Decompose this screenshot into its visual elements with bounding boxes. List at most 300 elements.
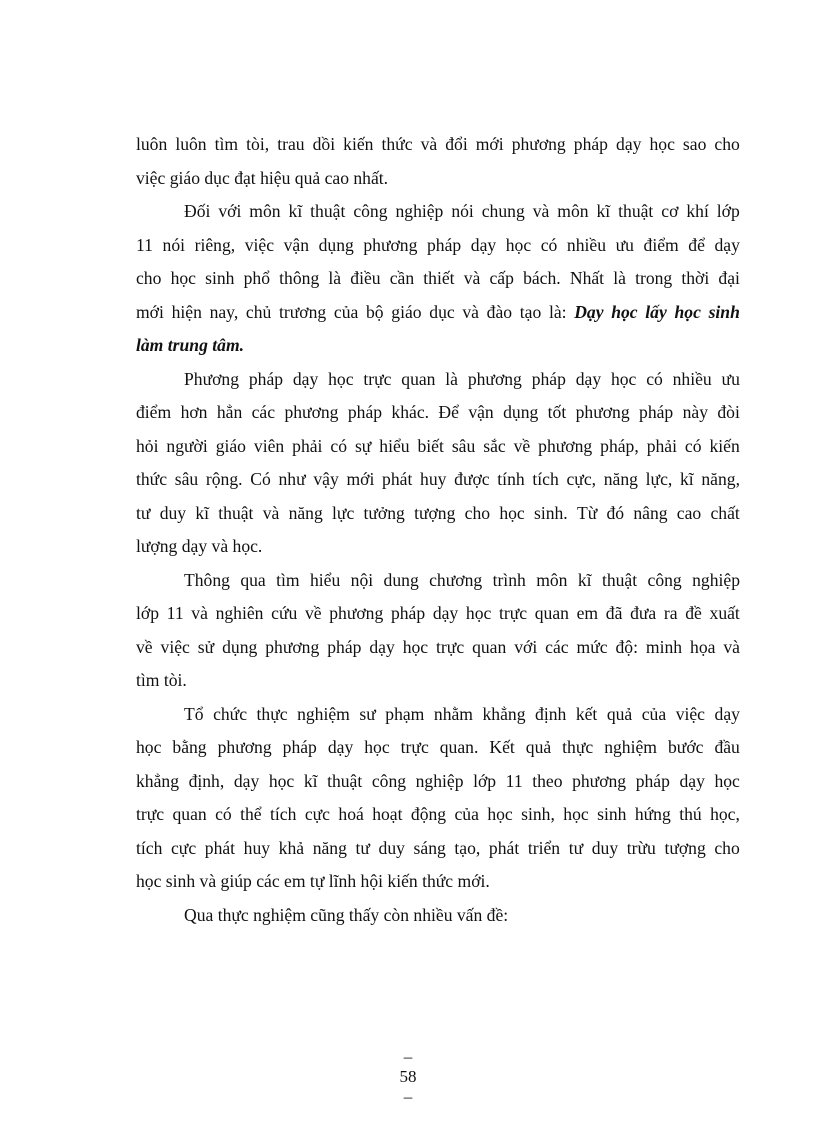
word: các [545, 636, 569, 657]
word: biết [417, 435, 444, 456]
word: về [513, 435, 531, 456]
emphasized-word: sinh [708, 301, 740, 322]
word: Đối [184, 201, 211, 221]
text-line [136, 497, 740, 531]
word: pháp, [600, 435, 639, 456]
word: điểm [643, 234, 679, 255]
text-line [136, 396, 740, 430]
word: tạo [519, 301, 542, 322]
word: đề [685, 603, 702, 623]
word: đưa [630, 603, 657, 623]
word: trực [400, 737, 429, 757]
word: học [610, 368, 637, 389]
word: khả [278, 837, 305, 858]
word: dạy [369, 636, 395, 657]
word: phát [488, 837, 520, 858]
page-footer [0, 1047, 816, 1107]
word: mới [346, 469, 375, 489]
word: tích [270, 804, 297, 824]
word: môn [557, 201, 589, 221]
word: thuật [310, 201, 346, 221]
word: hơn [180, 402, 208, 422]
word: tạo, [454, 837, 481, 858]
word: cho [714, 134, 740, 154]
word: định, [188, 770, 225, 791]
word: cực [304, 804, 330, 824]
text-line [136, 564, 740, 598]
word: tư [355, 837, 370, 858]
word: để [688, 234, 705, 255]
word: chung [481, 201, 525, 221]
word: các [251, 402, 276, 422]
word: quan [534, 603, 569, 623]
text-line [136, 631, 740, 665]
word: triển [527, 837, 561, 858]
word: nói [451, 201, 474, 221]
word: phải [292, 435, 323, 456]
word: là [613, 268, 626, 288]
word: dụng [318, 234, 354, 255]
line-text: Qua thực nghiệm cũng thấy còn nhiều vấn đề: [184, 904, 509, 925]
word: pháp [635, 770, 670, 791]
word: nói [162, 234, 186, 255]
text-line [136, 530, 740, 564]
word: trình [492, 569, 526, 590]
text-line [136, 262, 740, 296]
word: cho [136, 268, 162, 288]
word: Để [438, 402, 459, 422]
word: kĩ [288, 201, 303, 221]
word: pháp [282, 737, 317, 757]
word: môn [536, 569, 568, 590]
word: sinh [597, 804, 627, 824]
word: điều [350, 268, 381, 288]
word: duy [378, 837, 405, 858]
word: đào [486, 301, 513, 322]
word: của [641, 703, 667, 724]
word: thuật [601, 569, 638, 590]
word: ưu [615, 234, 634, 255]
word: và [463, 268, 481, 288]
word: thực [256, 703, 288, 724]
word: dạy [327, 737, 354, 757]
word: trong [635, 268, 673, 288]
word: cấp [489, 268, 514, 288]
word: nâng [633, 502, 668, 523]
word: năng, [701, 469, 740, 489]
word: kĩ [195, 502, 210, 523]
text-line [136, 865, 740, 899]
word: sinh, [521, 804, 555, 824]
word: hứng [634, 804, 671, 824]
word: học [170, 268, 196, 288]
word: kết [575, 703, 598, 724]
word: có [684, 435, 702, 456]
word: giáo [391, 301, 422, 322]
word: kiến [709, 435, 740, 456]
word: khí [686, 201, 709, 221]
word: phương [329, 603, 384, 623]
word: dạy [233, 770, 260, 791]
line-text: lượng dạy và học. [136, 536, 263, 556]
word: tích [136, 837, 163, 858]
word: trừu [626, 837, 656, 858]
word: này [682, 402, 708, 422]
word: sáng [413, 837, 446, 858]
word: nhiều [566, 234, 607, 255]
word: Có [250, 469, 271, 489]
word: có [540, 234, 558, 255]
word: năng [603, 469, 638, 489]
word: vận [283, 234, 310, 255]
word: phương [284, 402, 339, 422]
word: bước [667, 737, 704, 757]
word: độ: [615, 636, 638, 657]
word: học [465, 603, 492, 623]
word: phương [575, 402, 630, 422]
footer-dash-top: – [403, 1047, 413, 1066]
word: chương [429, 569, 483, 590]
word: môn [249, 201, 281, 221]
word: đó [606, 502, 625, 523]
word: 11 [136, 234, 153, 255]
word: là [328, 268, 342, 288]
word: tích [532, 469, 559, 489]
word: và [262, 502, 280, 523]
word: cao [676, 502, 702, 523]
word: kĩ [596, 201, 611, 221]
word: quan [172, 804, 207, 824]
word: việc [160, 636, 190, 657]
word: pháp [426, 234, 462, 255]
word: của [333, 301, 359, 322]
word: huy [420, 469, 447, 489]
word: hoạt [372, 804, 403, 824]
word: học [268, 770, 295, 791]
word: về [136, 636, 153, 657]
word: nội [350, 569, 374, 590]
word: học [563, 804, 589, 824]
word: dục [429, 301, 455, 322]
word: phương [217, 737, 272, 757]
word: giáo [215, 435, 246, 456]
word: pháp [531, 368, 566, 389]
word: dạy [432, 603, 459, 623]
word: học [487, 804, 513, 824]
word: phát [382, 469, 413, 489]
word: qua [240, 569, 266, 590]
word: pháp [327, 636, 362, 657]
word: luôn [136, 134, 168, 154]
word: hẳn [216, 402, 243, 422]
word: pháp [573, 134, 608, 154]
word: chức [213, 703, 248, 724]
word: về [304, 603, 322, 623]
word: vậy [313, 469, 339, 489]
text-line [136, 899, 740, 933]
word: phát [204, 837, 236, 858]
word: sử [197, 636, 215, 657]
word: bách. [523, 268, 561, 288]
word: và [723, 636, 740, 657]
word: công [647, 569, 682, 590]
text-line [136, 664, 740, 698]
word: học [402, 636, 429, 657]
line-text: học sinh và giúp các em tự lĩnh hội kiến thức mới. [136, 871, 490, 891]
word: dồi [312, 134, 336, 154]
word: tưởng [363, 502, 405, 523]
word: tính [497, 469, 525, 489]
word: và [462, 301, 479, 322]
word: theo [532, 770, 563, 791]
word: lực, [645, 469, 673, 489]
word: phải [646, 435, 677, 456]
word: dạy [470, 234, 497, 255]
footer-dash-bottom: – [403, 1087, 413, 1106]
word: của [454, 804, 479, 824]
word: kĩ [679, 469, 694, 489]
word: luôn [175, 134, 207, 154]
word: năng [288, 502, 323, 523]
word: Từ [576, 502, 598, 523]
text-line [136, 463, 740, 497]
word: nghiệm [297, 703, 350, 724]
word: trực [363, 368, 392, 389]
word: duy [159, 502, 187, 523]
word: quan [472, 636, 507, 657]
word: thuật [218, 502, 254, 523]
word: học [499, 502, 525, 523]
page-number: 58 [399, 1067, 417, 1086]
word: việc [675, 703, 705, 724]
word: hiện [171, 301, 202, 322]
word: là [445, 368, 458, 389]
word: nghiên [215, 603, 264, 623]
word: Phương [184, 368, 240, 389]
word: lớp [716, 201, 740, 221]
word: quả [525, 737, 552, 757]
word: công [371, 770, 407, 791]
word: huy [243, 837, 271, 858]
word: đầu [714, 737, 740, 757]
text-line [136, 798, 740, 832]
word: tốt [547, 402, 567, 422]
emphasized-word: Dạy [574, 301, 604, 322]
word: học, [710, 804, 740, 824]
word: cho [464, 502, 491, 523]
word: sinh. [533, 502, 568, 523]
word: nhằm [433, 703, 473, 724]
word: pháp [248, 368, 284, 389]
text-line [136, 329, 740, 363]
word: bằng [172, 737, 207, 757]
word: phương [538, 435, 593, 456]
word: nhiều [672, 368, 712, 389]
word: đã [605, 603, 623, 623]
text-line [136, 832, 740, 866]
word: tòi, [246, 134, 270, 154]
word: cực [171, 837, 197, 858]
word: em [576, 603, 599, 623]
word: sự [354, 435, 372, 456]
word: động [410, 804, 447, 824]
word: điểm [136, 402, 172, 422]
word: dạy [714, 234, 740, 255]
word: thiết [423, 268, 455, 288]
word: viên [253, 435, 285, 456]
word: phương [511, 134, 566, 154]
word: trực [436, 636, 465, 657]
word: họa [690, 636, 716, 657]
word: tượng [414, 502, 456, 523]
word: 11 [505, 770, 523, 791]
word: là: [548, 301, 567, 322]
word: ra [663, 603, 678, 623]
word: pháp [390, 603, 426, 623]
word: sinh [205, 268, 235, 288]
word: nghiệp [415, 770, 464, 791]
word: định [535, 703, 567, 724]
word: cho [714, 837, 740, 858]
word: dạy [714, 703, 740, 724]
word: khẳng [482, 703, 526, 724]
word: phương [467, 368, 522, 389]
word: trực [498, 603, 528, 623]
body-text [136, 128, 740, 932]
word: Tổ [184, 703, 204, 724]
word: minh [645, 636, 683, 657]
word: vận [468, 402, 494, 422]
word: phổ [243, 268, 271, 288]
emphasized-word: học [611, 301, 638, 322]
word: riêng, [194, 234, 236, 255]
word: có [646, 368, 663, 389]
word: sắc [483, 435, 506, 456]
word: và [191, 603, 208, 623]
word: với [218, 201, 242, 221]
word: với [514, 636, 538, 657]
word: quả [606, 703, 633, 724]
word: mới [475, 134, 504, 154]
text-line [136, 731, 740, 765]
word: 11 [166, 603, 184, 623]
word: hiểu [309, 569, 341, 590]
word: kĩ [303, 770, 318, 791]
word: khẳng [136, 770, 179, 791]
word: việc [244, 234, 275, 255]
emphasized-word: học [674, 301, 701, 322]
text-line [136, 597, 740, 631]
word: thể [240, 804, 262, 824]
emphasized-text: làm trung tâm. [136, 335, 245, 355]
word: tư [568, 837, 584, 858]
word: dung [383, 569, 419, 590]
text-line [136, 195, 740, 229]
word: trực [136, 804, 165, 824]
text-line [136, 698, 740, 732]
word: thức [136, 469, 168, 489]
word: khác. [391, 402, 430, 422]
word: tư [136, 502, 151, 523]
word: học [505, 234, 532, 255]
word: lớp [136, 603, 159, 623]
word: nghiệp [692, 569, 740, 590]
word: phương [363, 234, 418, 255]
word: người [166, 435, 208, 456]
word: hỏi [136, 435, 159, 456]
word: có [330, 435, 347, 456]
word: thuật [618, 201, 654, 221]
word: cứu [271, 603, 298, 623]
word: dụng [503, 402, 539, 422]
word: sao [682, 134, 707, 154]
word: quan [401, 368, 436, 389]
word: tượng [664, 837, 706, 858]
word: duy [591, 837, 619, 858]
word: phương [265, 636, 320, 657]
word: cần [389, 268, 415, 288]
word: Nhất [569, 268, 605, 288]
text-line [136, 162, 740, 196]
word: và [420, 134, 438, 154]
word: chủ [245, 301, 272, 322]
word: pháp [639, 402, 674, 422]
word: và [532, 201, 550, 221]
word: có [215, 804, 232, 824]
word: dạy [679, 770, 705, 791]
word: thời [681, 268, 710, 288]
line-text: tìm tòi. [136, 670, 187, 690]
word: dụng [222, 636, 258, 657]
word: đại [718, 268, 740, 288]
word: dạy [575, 368, 602, 389]
word: sâu [174, 469, 199, 489]
word: đổi [445, 134, 468, 154]
emphasized-word: lấy [645, 301, 667, 322]
word: kĩ [577, 569, 592, 590]
word: thú [679, 804, 702, 824]
word: pháp [347, 402, 383, 422]
word: bộ [366, 301, 384, 322]
word: tìm [276, 569, 300, 590]
word: xuất [709, 603, 740, 623]
text-line [136, 229, 740, 263]
word: thông [279, 268, 320, 288]
word: hiểu [379, 435, 410, 456]
word: sâu [451, 435, 476, 456]
word: ưu [721, 368, 740, 389]
word: công [353, 201, 388, 221]
word: trương [279, 301, 327, 322]
word: mức [576, 636, 608, 657]
word: quan. [439, 737, 479, 757]
word: chất [710, 502, 740, 523]
word: cực, [566, 469, 597, 489]
word: kiến [343, 134, 374, 154]
word: thực [562, 737, 594, 757]
word: hoá [338, 804, 364, 824]
word: học [714, 770, 740, 791]
word: nay, [209, 301, 239, 322]
word: lực [332, 502, 355, 523]
word: lớp [473, 770, 497, 791]
word: tìm [214, 134, 239, 154]
word: như [278, 469, 306, 489]
word: rộng. [205, 469, 243, 489]
word: học [136, 737, 162, 757]
text-line [136, 363, 740, 397]
word: sư [359, 703, 376, 724]
